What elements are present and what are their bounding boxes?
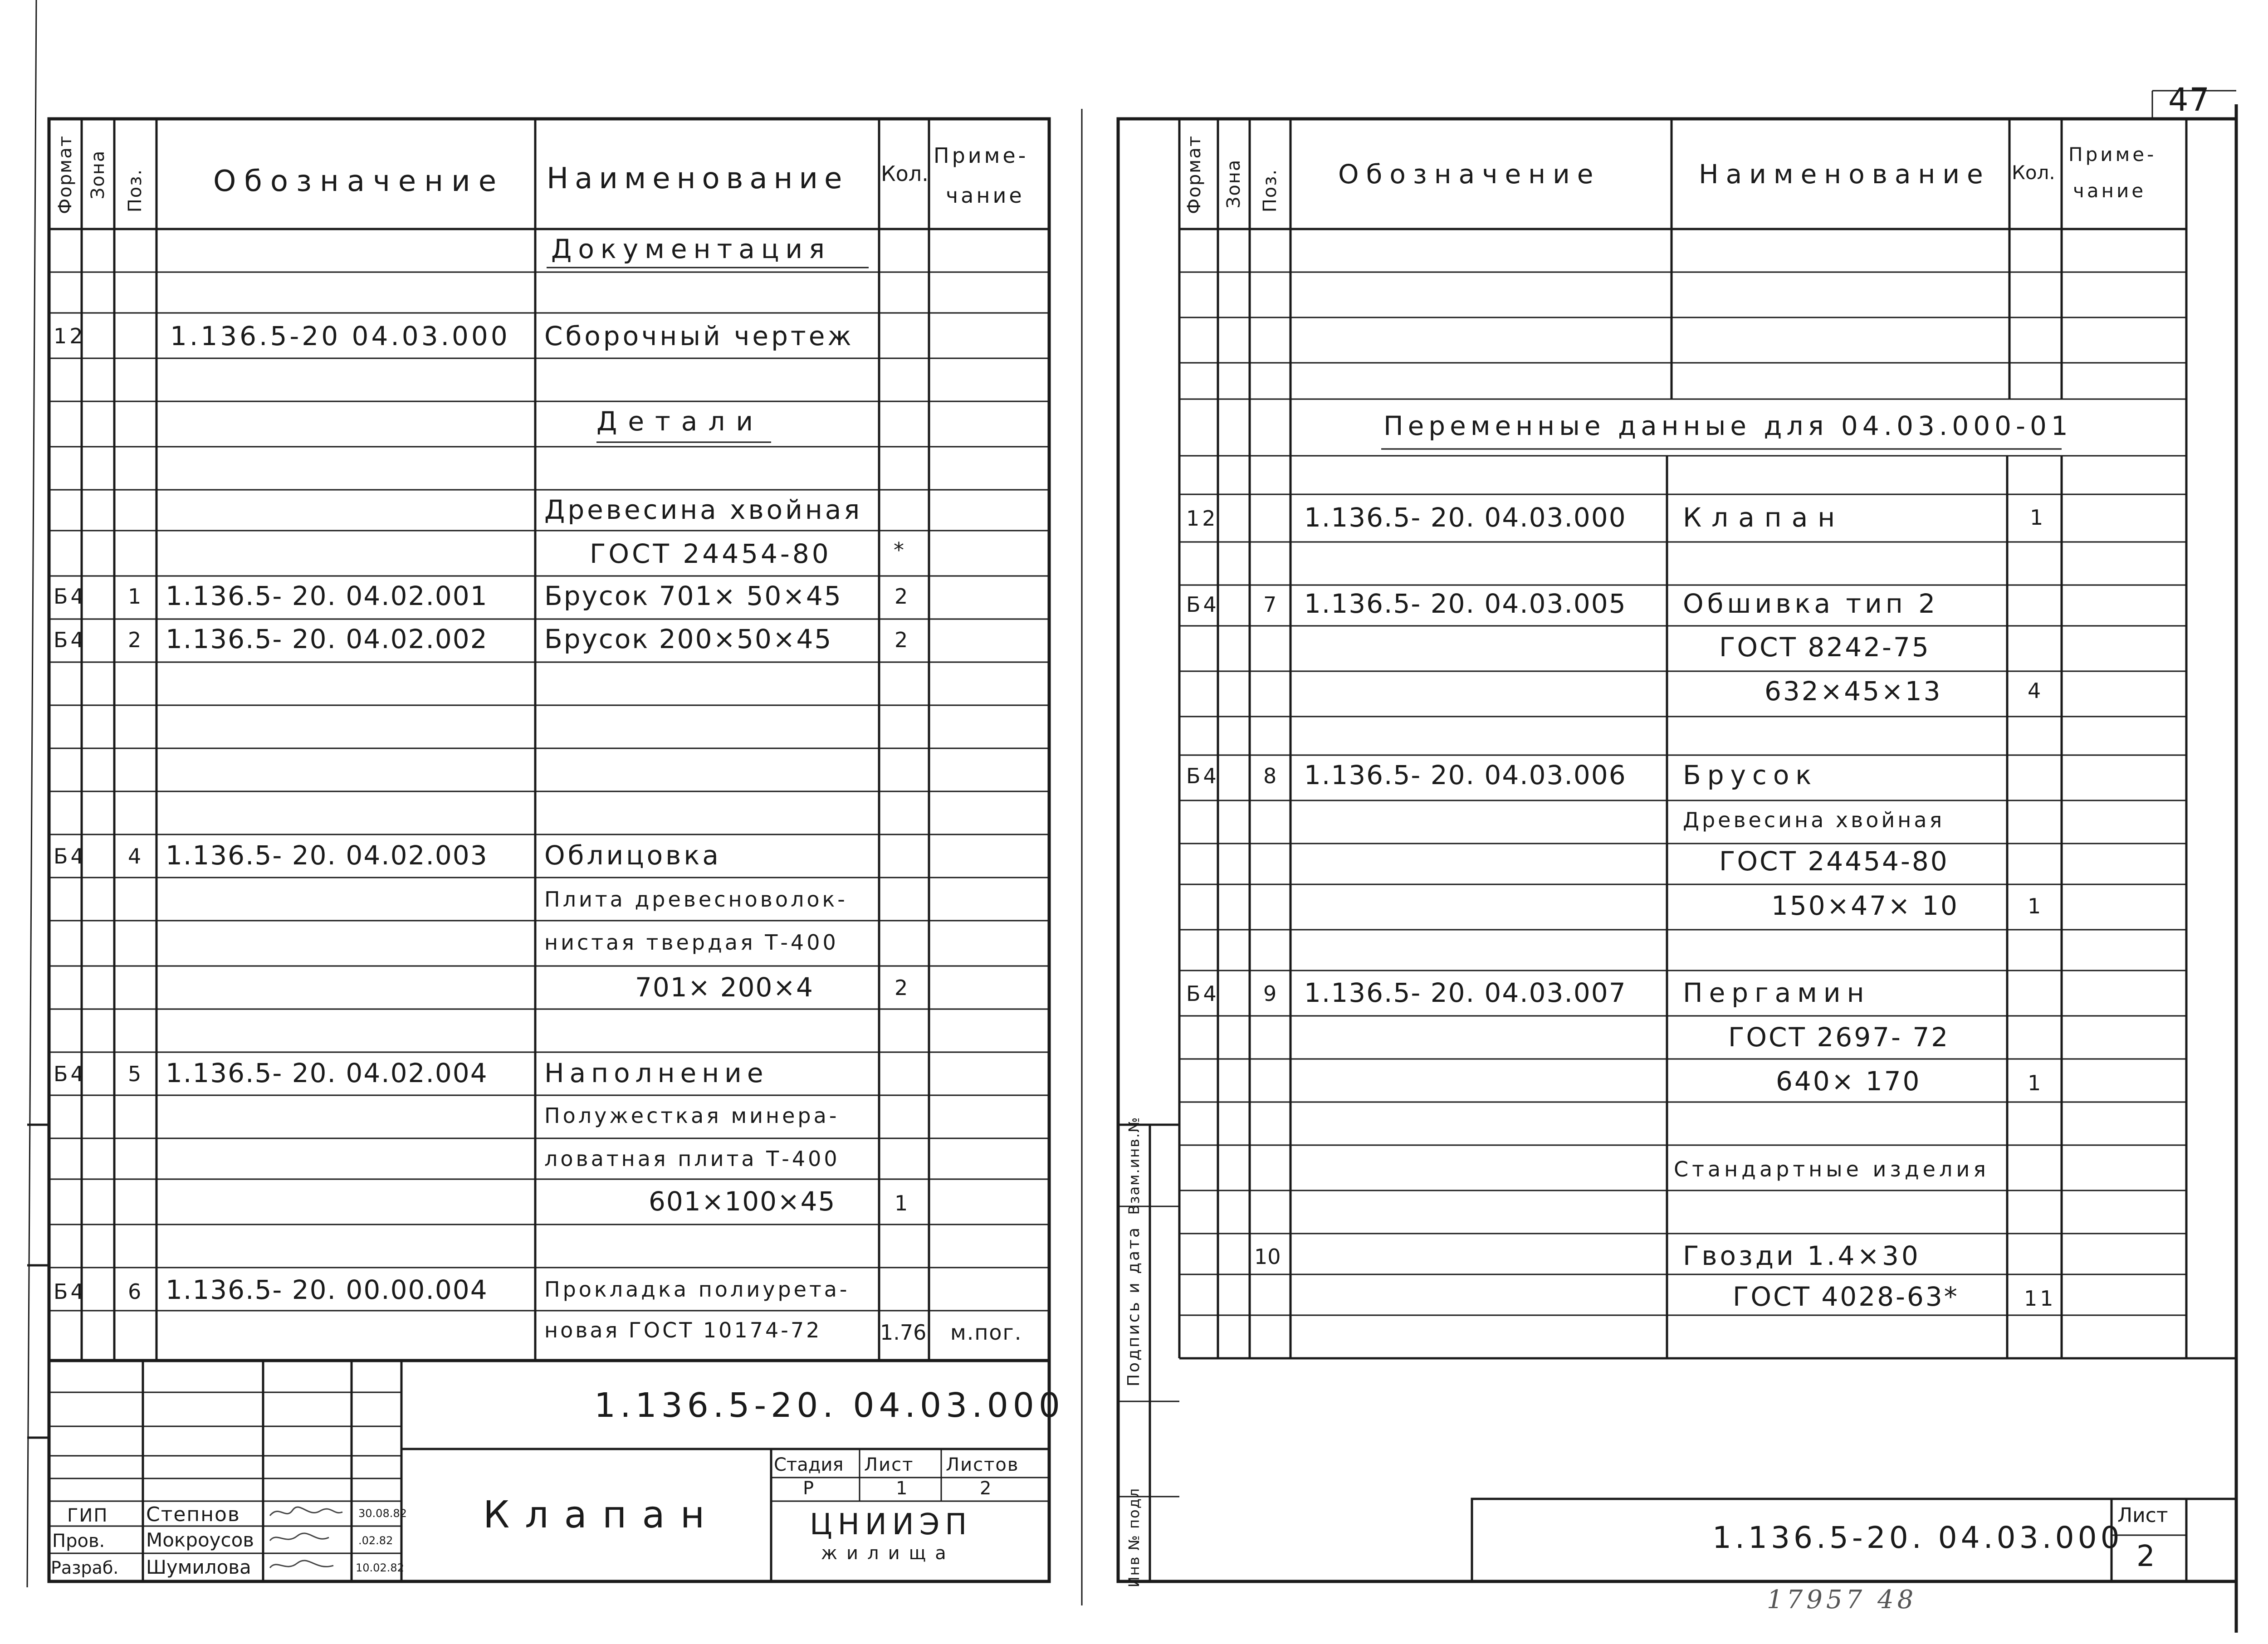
- r-col-header-note-2: чание: [2073, 180, 2146, 202]
- row-6-pos: 6: [128, 1279, 144, 1304]
- role-gip: ГИП: [67, 1505, 108, 1526]
- r-col-header-zone: Зона: [1223, 159, 1244, 209]
- row-1-name: Брусок 701× 50×45: [544, 581, 842, 611]
- role-razrab: Разраб.: [51, 1558, 119, 1578]
- col-header-name: Наименование: [547, 162, 849, 195]
- r-doc-number: 1.136.5-20. 04.03.000: [1712, 1520, 2123, 1555]
- r-row-8-material: Древесина хвойная: [1683, 808, 1945, 832]
- side-label-vzam: Взам.инв.№: [1125, 1116, 1143, 1215]
- row-5-line-2: Полужесткая минера-: [544, 1103, 840, 1128]
- r-row-7-qty: 4: [2028, 678, 2044, 703]
- col-header-qty: Кол.: [881, 161, 929, 186]
- row-4-format: Б4: [54, 844, 87, 868]
- row-4-pos: 4: [128, 844, 144, 868]
- row-6-note: м.пог.: [950, 1320, 1022, 1345]
- r-col-header-format: Формат: [1184, 135, 1205, 215]
- row-4-designation: 1.136.5- 20. 04.02.003: [166, 840, 488, 871]
- section-parts: Детали: [596, 406, 764, 437]
- row-1-qty: 2: [894, 584, 911, 609]
- r-col-header-pos: Поз.: [1260, 168, 1281, 213]
- stage-value: Р: [803, 1478, 817, 1499]
- col-header-pos: Поз.: [125, 168, 146, 213]
- row-5-designation: 1.136.5- 20. 04.02.004: [166, 1058, 488, 1088]
- r-sheet-value: 2: [2136, 1540, 2155, 1573]
- row-2-designation: 1.136.5- 20. 04.02.002: [166, 624, 488, 654]
- r-row-9-size: 640× 170: [1776, 1066, 1921, 1097]
- row-2-format: Б4: [54, 628, 87, 652]
- title-doc-number: 1.136.5-20. 04.03.000: [594, 1386, 1065, 1425]
- r-col-header-qty: Кол.: [2012, 161, 2055, 184]
- r-row-1-name: Клапан: [1683, 502, 1845, 533]
- row-1-designation: 1.136.5- 20. 04.02.001: [166, 581, 488, 611]
- stage-label: Стадия: [774, 1454, 844, 1475]
- r-col-header-name: Наименование: [1699, 159, 1990, 190]
- row-1-format: Б4: [54, 584, 87, 609]
- row-4-size: 701× 200×4: [635, 972, 814, 1003]
- row-5-line-3: ловатная плита Т-400: [544, 1146, 840, 1171]
- row-4-line-2: Плита древесноволок-: [544, 887, 848, 912]
- r-row-7-name: Обшивка тип 2: [1683, 588, 1939, 619]
- section-standard-items: Стандартные изделия: [1674, 1157, 1989, 1181]
- r-col-header-note-1: Приме-: [2068, 143, 2157, 166]
- name-gip: Степнов: [146, 1503, 240, 1526]
- row-6-designation: 1.136.5- 20. 00.00.004: [166, 1274, 488, 1305]
- r-row-8-format: Б4: [1186, 764, 1219, 788]
- sheet-value: 1: [896, 1478, 910, 1499]
- r-row-7-pos: 7: [1263, 592, 1280, 617]
- r-col-header-designation: Обозначение: [1338, 159, 1601, 190]
- r-row-1-qty: 1: [2030, 505, 2046, 530]
- r-row-7-size: 632×45×13: [1765, 676, 1942, 707]
- r-row-9-format: Б4: [1186, 981, 1219, 1006]
- col-header-note-2: чание: [946, 183, 1025, 208]
- signatures: [265, 1502, 349, 1579]
- name-razrab: Шумилова: [146, 1556, 251, 1578]
- r-row-7-format: Б4: [1186, 592, 1219, 617]
- date-razrab: 10.02.82: [356, 1561, 404, 1574]
- row-5-format: Б4: [54, 1062, 87, 1086]
- date-gip: 30.08.82: [358, 1507, 407, 1520]
- r-row-8-size: 150×47× 10: [1771, 890, 1959, 921]
- r-row-1-format: 12: [1186, 506, 1218, 531]
- r-row-10-qty: 11: [2024, 1286, 2056, 1311]
- row-6-line-2: новая ГОСТ 10174-72: [544, 1318, 822, 1342]
- r-row-8-name: Брусок: [1683, 760, 1818, 790]
- r-row-8-qty: 1: [2028, 894, 2044, 918]
- r-row-10-gost: ГОСТ 4028-63*: [1733, 1281, 1959, 1312]
- date-prov: .02.82: [358, 1534, 393, 1547]
- r-row-7-gost: ГОСТ 8242-75: [1719, 632, 1931, 663]
- row-6-format: Б4: [54, 1279, 87, 1304]
- r-row-9-designation: 1.136.5- 20. 04.03.007: [1304, 977, 1627, 1008]
- col-header-note-1: Приме-: [934, 143, 1029, 168]
- row-4-qty: 2: [894, 976, 911, 1000]
- r-row-9-gost: ГОСТ 2697- 72: [1728, 1022, 1950, 1053]
- role-prov: Пров.: [52, 1531, 105, 1551]
- r-row-8-designation: 1.136.5- 20. 04.03.006: [1304, 760, 1627, 790]
- name-prov: Мокроусов: [146, 1529, 254, 1551]
- row-1-pos: 1: [128, 584, 144, 609]
- col-header-zone: Зона: [88, 150, 108, 200]
- r-row-9-name: Пергамин: [1683, 977, 1871, 1008]
- row-6-qty: 1.76: [880, 1320, 927, 1345]
- sheets-label: Листов: [946, 1454, 1019, 1475]
- col-header-designation: Обозначение: [213, 165, 505, 198]
- r-row-9-qty: 1: [2028, 1071, 2044, 1095]
- row-4-name: Облицовка: [544, 840, 721, 871]
- org-subname: жилища: [821, 1543, 955, 1564]
- row-doc-designation: 1.136.5-20 04.03.000: [170, 321, 510, 351]
- sheets-value: 2: [980, 1478, 994, 1499]
- section-variable-data: Переменные данные для 04.03.000-01: [1383, 410, 2072, 441]
- side-label-inv-podl: Инв № подл: [1125, 1487, 1143, 1588]
- org-name: ЦНИИЭП: [810, 1508, 973, 1542]
- archive-number: 17957 48: [1767, 1585, 1917, 1615]
- r-row-9-pos: 9: [1263, 981, 1280, 1006]
- page-number: 47: [2168, 81, 2211, 118]
- row-5-qty: 1: [894, 1191, 911, 1215]
- section-documentation: Документация: [551, 234, 831, 264]
- row-5-pos: 5: [128, 1062, 144, 1086]
- r-row-8-pos: 8: [1263, 764, 1280, 788]
- row-4-line-3: нистая твердая Т-400: [544, 930, 839, 955]
- row-5-name: Наполнение: [544, 1058, 769, 1088]
- col-header-format: Формат: [55, 135, 76, 215]
- r-row-8-gost: ГОСТ 24454-80: [1719, 846, 1949, 877]
- r-row-7-designation: 1.136.5- 20. 04.03.005: [1304, 588, 1627, 619]
- r-sheet-label: Лист: [2117, 1504, 2168, 1527]
- material-qty: *: [894, 538, 907, 562]
- row-2-qty: 2: [894, 628, 911, 652]
- r-row-1-designation: 1.136.5- 20. 04.03.000: [1304, 502, 1627, 533]
- row-5-size: 601×100×45: [649, 1186, 836, 1217]
- material-gost: ГОСТ 24454-80: [590, 538, 831, 569]
- r-row-10-pos: 10: [1254, 1244, 1281, 1269]
- r-row-10-name: Гвозди 1.4×30: [1683, 1240, 1921, 1271]
- row-doc-format: 12: [54, 324, 86, 348]
- row-2-name: Брусок 200×50×45: [544, 624, 833, 654]
- material-wood: Древесина хвойная: [544, 494, 863, 525]
- side-label-sign-date: Подпись и дата: [1124, 1225, 1143, 1387]
- title-item-name: Клапан: [483, 1493, 720, 1537]
- sheet-label: Лист: [864, 1454, 914, 1475]
- row-doc-name: Сборочный чертеж: [544, 321, 854, 351]
- row-6-name: Прокладка полиурета-: [544, 1277, 850, 1302]
- row-2-pos: 2: [128, 628, 144, 652]
